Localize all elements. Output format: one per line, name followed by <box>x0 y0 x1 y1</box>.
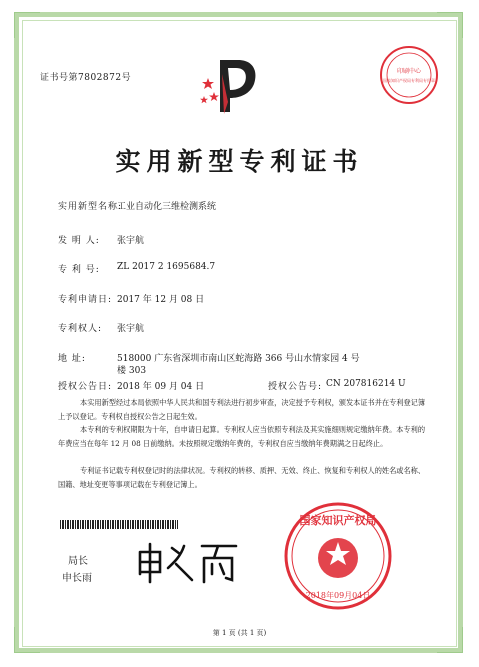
patentee-label: 专利权人: <box>58 324 103 334</box>
patentee-value: 张宇航 <box>117 324 145 334</box>
special-seal-icon <box>378 44 440 106</box>
address-line2: 楼 303 <box>117 366 147 376</box>
utility-model-name: 工业自动化三维检测系统 <box>117 202 217 212</box>
body-paragraph-1: 本实用新型经过本局依照中华人民共和国专利法进行初步审查，决定授予专利权，颁发本证书并在专利登记簿上予以登记。专利权自授权公告之日起生效。 <box>58 398 426 421</box>
seal-center-text: 印刷中心 <box>396 68 422 75</box>
page-footer: 第 1 页 (共 1 页) <box>212 629 267 637</box>
filing-date-label: 专利申请日: <box>58 295 113 305</box>
body-paragraph-3: 专利证书记载专利权登记时的法律状况。专利权的转移、质押、无效、终止、恢复和专利权人的姓名或名称、国籍、地址变更等事项记载在专利登记簿上。 <box>58 466 426 489</box>
address-line1: 518000 广东省深圳市南山区蛇海路 366 号山水情家园 4 号 <box>117 354 360 364</box>
patent-no-value: ZL 2017 2 1695684.7 <box>117 262 216 272</box>
seal-date-text: 2018年09月04日 <box>305 591 371 600</box>
grant-date-value: 2018 年 09 月 04 日 <box>117 382 205 392</box>
cnipa-logo-icon <box>198 52 262 118</box>
seal-ring-text: 国家知识产权局专利局专用章 <box>383 78 435 83</box>
corner-ornament <box>14 12 40 38</box>
inventor-label: 发 明 人: <box>58 236 100 246</box>
grant-no-label: 授权公告号: <box>268 382 323 392</box>
address-label: 地 址: <box>58 354 86 364</box>
handwritten-signature <box>132 538 242 588</box>
filing-date-value: 2017 年 12 月 08 日 <box>117 295 205 305</box>
seal-ring-text: 国家知识产权局 <box>299 514 377 527</box>
page-title: 实用新型专利证书 <box>115 147 364 176</box>
body-paragraph-2: 本专利的专利权期限为十年，自申请日起算。专利权人应当依照专利法及其实施细则规定缴纳年费。本专利的年费应当在每年 12 月 08 日前缴纳。未按照规定缴纳年费的，专利权自应当缴纳年费期满之日起终止。 <box>58 425 426 448</box>
grant-no-value: CN 207816214 U <box>326 379 406 389</box>
barcode <box>60 520 178 529</box>
inventor-value: 张宇航 <box>117 236 145 246</box>
director-name: 申长雨 <box>62 573 92 584</box>
cnipa-seal-icon <box>282 500 394 612</box>
director-title: 局长 <box>68 556 88 567</box>
grant-date-label: 授权公告日: <box>58 382 113 392</box>
corner-ornament <box>437 12 463 38</box>
patent-no-label: 专 利 号: <box>58 265 100 275</box>
certificate-number: 证书号第7802872号 <box>40 73 132 83</box>
name-label: 实用新型名称: <box>58 202 123 212</box>
